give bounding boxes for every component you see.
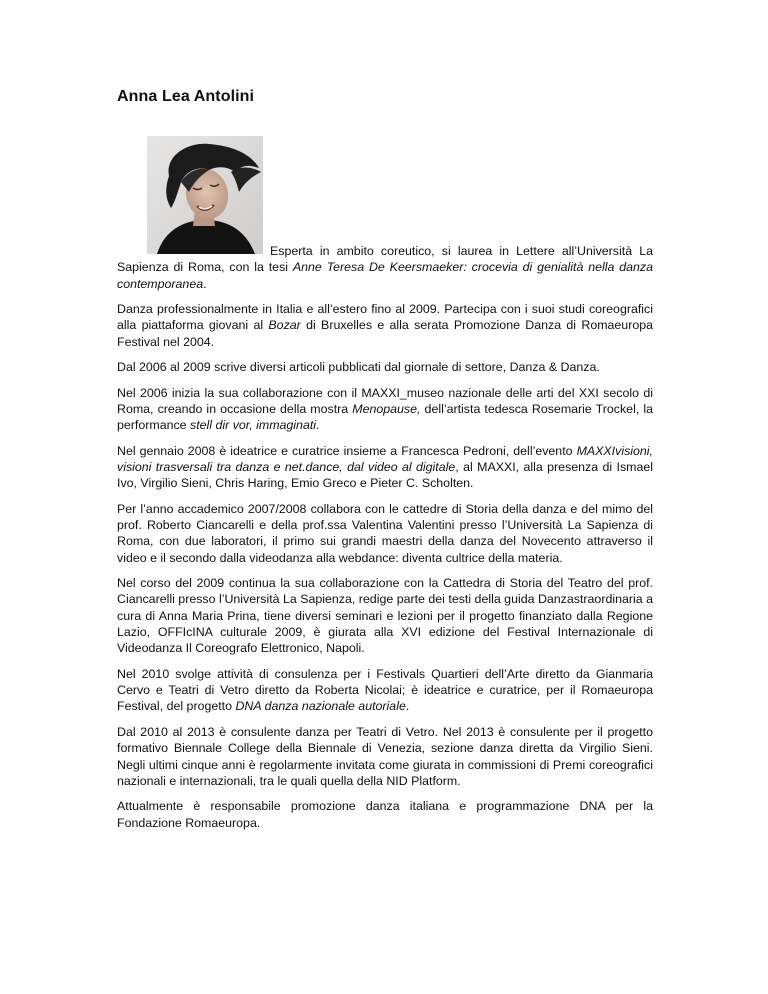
italic-text-run: MAXXIvisioni, visioni trasversali tra danza e net.dance, dal video al digitale <box>117 443 653 475</box>
text-run: . <box>405 699 410 714</box>
italic-text-run: Anne Teresa De Keersmaeker: crocevia di genialità nella danza contemporanea <box>117 260 653 291</box>
paragraph <box>117 575 653 656</box>
paragraph <box>117 385 653 434</box>
italic-text-run: Menopause, <box>352 401 421 416</box>
paragraph <box>117 301 653 350</box>
text-run: Esperta in ambito coreutico, si laurea in Lettere all’Università La Sapienza di Roma, con la tesi <box>117 244 653 275</box>
paragraph <box>117 243 653 292</box>
text-run: Dal 2006 al 2009 scrive diversi articoli pubblicati dal giornale di settore, Danza & Danza. <box>117 360 600 375</box>
text-run: Nel gennaio 2008 è ideatrice e curatrice insieme a Francesca Pedroni, dell’evento <box>117 443 577 458</box>
text-run: Nel 2010 svolge attività di consulenza per i Festivals Quartieri dell’Arte diretto da Gianmaria Cervo e Teatri di Vetro diretto da Roberta Nicolai; è ideatrice e curatrice, per il Romaeuropa Festival, del progetto <box>117 666 653 714</box>
page-title: Anna Lea Antolini <box>117 88 255 105</box>
text-run: dell’artista tedesca Rosemarie Trockel, la performance <box>117 401 653 433</box>
paragraph <box>117 666 653 715</box>
italic-text-run: DNA danza nazionale autoriale <box>235 699 406 714</box>
text-run: . <box>316 418 320 433</box>
biography-text <box>117 243 653 840</box>
text-run: Dal 2010 al 2013 è consulente danza per Teatri di Vetro. Nel 2013 è consulente per il progetto formativo Biennale College della Biennale di Venezia, sezione danza diretta da Virgilio Sieni. Negli ultimi cinque anni è regolarmente invitata come giurata in commissioni di Premi coreografici nazionali e internazionali, tra le quali quella della NID Platform. <box>117 724 653 788</box>
text-run: Nel corso del 2009 continua la sua collaborazione con la Cattedra di Storia del Teatro del prof. Ciancarelli presso l’Università La Sapienza, redige parte dei testi della guida Danzastraordinaria a cura di Anna Maria Prina, tiene diversi seminari e lezioni per il progetto finanziato dalla Regione Lazio, OFFIcINA culturale 2009, è giurata alla XVI edizione del Festival Internazionale di Videodanza Il Coreografo Elettronico, Napoli. <box>117 576 653 656</box>
paragraph <box>117 359 653 375</box>
paragraph <box>117 443 653 492</box>
italic-text-run: stell dir vor, immaginati <box>190 418 317 433</box>
text-run: Per l’anno accademico 2007/2008 collabora con le cattedre di Storia della danza e del mimo del prof. Roberto Ciancarelli e della prof.ssa Valentina Valentini presso l’Università La Sapienza di Roma, con due laboratori, il primo sui grandi maestri della danza del Novecento attraverso il video e il secondo dalla videodanza alla webdance: diventa cultrice della materia. <box>117 501 653 565</box>
text-run: Nel 2006 inizia la sua collaborazione con il MAXXI_museo nazionale delle arti del XXI secolo di Roma, creando in occasione della mostra <box>117 385 653 416</box>
portrait-image <box>147 136 263 254</box>
paragraph <box>117 501 653 566</box>
text-run: di Bruxelles e alla serata Promozione Danza di Romaeuropa Festival nel 2004. <box>117 318 653 349</box>
italic-text-run: Bozar <box>268 318 301 333</box>
text-run: , al MAXXI, alla presenza di Ismael Ivo, Virgilio Sieni, Chris Haring, Emio Greco e Pieter C. Scholten. <box>117 460 654 491</box>
text-run: Danza professionalmente in Italia e all’estero fino al 2009. Partecipa con i suoi studi coreografici alla piattaforma giovani al <box>117 302 653 333</box>
text-run: . <box>203 276 207 291</box>
text-run: Attualmente è responsabile promozione danza italiana e programmazione DNA per la Fondazione Romaeuropa. <box>117 799 653 830</box>
paragraph <box>117 798 653 831</box>
portrait-photo-illustration <box>147 136 263 254</box>
paragraph <box>117 724 653 789</box>
